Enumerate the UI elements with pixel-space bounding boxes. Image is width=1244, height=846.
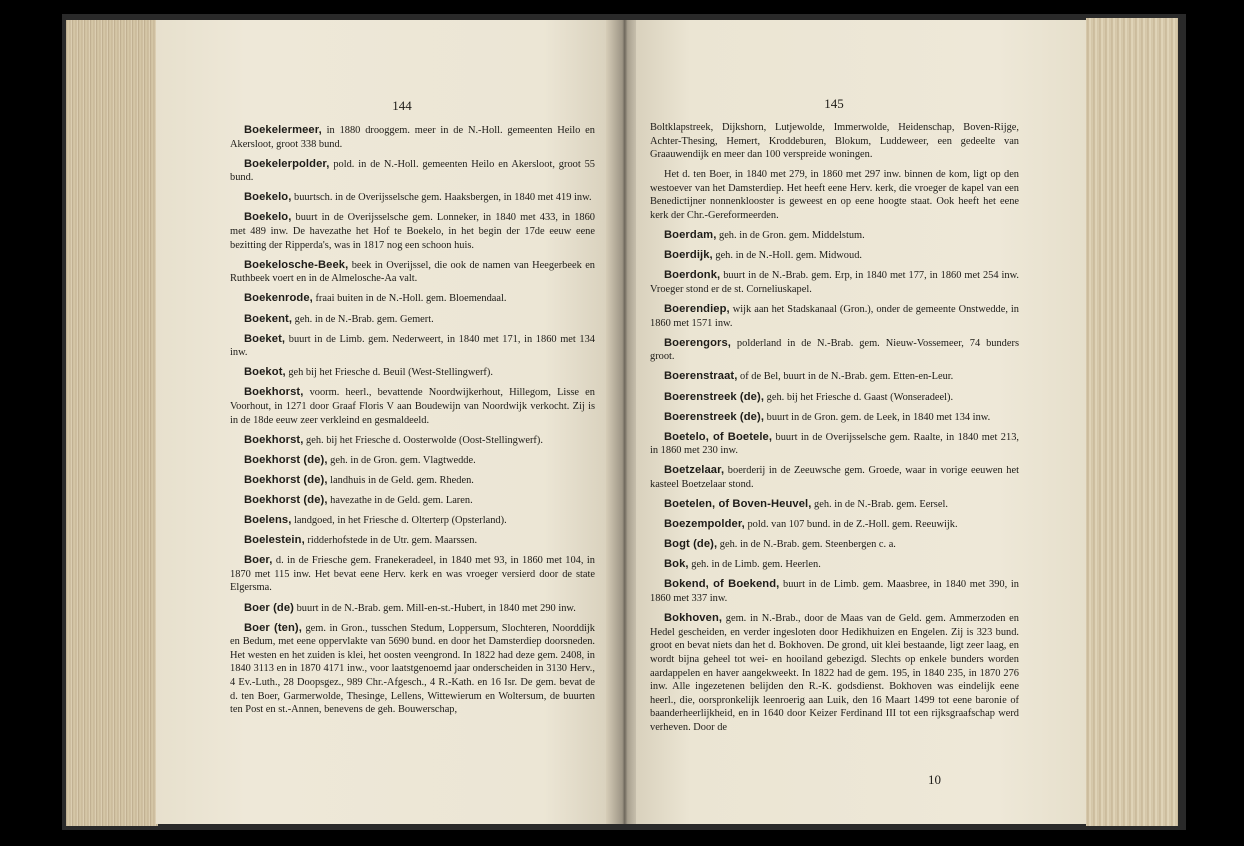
- dictionary-entry: [230, 191, 595, 205]
- entry-body: pold. van 107 bund. in de Z.-Holl. gem. Reeuwijk.: [744, 519, 958, 531]
- paragraph: Het d. ten Boer, in 1840 met 279, in 1860 met 297 inw. binnen de kom, ligt op den westoever van het Damsterdiep. Het heeft eene Herv. kerk, die vroeger de kapel van een Benedictijner nonnenklooster is geweest en op eene hoogte staat. Ook heeft het eene kerk der Chr.-Gereformeerden.: [650, 169, 1019, 222]
- entry-headword: Boekhorst,: [244, 433, 304, 446]
- dictionary-entry: [650, 337, 1019, 364]
- entry-headword: Boerdijk,: [664, 249, 713, 262]
- page-edges-right: [1086, 18, 1178, 826]
- entry-body: buurt in de Limb. gem. Maasbree, in 1840 met 390, in 1860 met 337 inw.: [650, 579, 1019, 605]
- entry-headword: Boekelermeer,: [244, 124, 322, 136]
- dictionary-entry: [230, 211, 595, 252]
- dictionary-entry: [650, 612, 1019, 734]
- entry-headword: Boetelo, of Boetele,: [664, 430, 773, 443]
- dictionary-entry: [230, 534, 595, 548]
- dictionary-entry: [650, 411, 1019, 425]
- entry-headword: Boerendiep,: [664, 303, 730, 316]
- entry-body: geh. in de N.-Holl. gem. Midwoud.: [712, 250, 862, 262]
- page-text: [230, 124, 595, 723]
- entry-headword: Boetelen, of Boven-Heuvel,: [664, 498, 812, 511]
- dictionary-entry: [650, 464, 1019, 491]
- entry-body: landhuis in de Geld. gem. Rheden.: [327, 474, 474, 486]
- entry-body: buurt in de Overijsselsche gem. Raalte, in 1840 met 213, in 1860 met 230 inw.: [650, 431, 1019, 457]
- left-page: [156, 20, 612, 824]
- entry-headword: Boekelerpolder,: [244, 157, 330, 170]
- dictionary-entry: [230, 313, 595, 327]
- entry-headword: Boezempolder,: [664, 518, 745, 531]
- entry-headword: Boerdonk,: [664, 269, 721, 282]
- entry-body: landgoed, in het Friesche d. Olterterp (Opsterland).: [291, 515, 507, 527]
- entry-headword: Boer (de): [244, 601, 295, 614]
- dictionary-entry: [230, 333, 595, 360]
- dictionary-entry: [230, 622, 595, 717]
- entry-body: geh. in de N.-Brab. gem. Eersel.: [811, 499, 948, 511]
- entry-body: buurt in de N.-Brab. gem. Mill-en-st.-Hubert, in 1840 met 290 inw.: [294, 602, 576, 614]
- entry-body: geh. in de Gron. gem. Vlagtwedde.: [327, 454, 476, 466]
- page-number: 145: [824, 96, 844, 111]
- entry-headword: Boerdam,: [664, 229, 717, 242]
- entry-headword: Bokhoven,: [664, 612, 723, 625]
- dictionary-entry: [650, 229, 1019, 243]
- entry-body: buurt in de Overijsselsche gem. Lonneker, in 1840 met 433, in 1860 met 489 inw. De havezathe het Hof te Boekelo, in het begin der 17de eeuw eene bezitting der Ripperda's, was in 1817 nog een schoon huis.: [230, 212, 595, 251]
- entry-headword: Boekelosche-Beek,: [244, 258, 349, 271]
- dictionary-entry: [650, 391, 1019, 405]
- entry-headword: Boekelo,: [244, 191, 292, 204]
- dictionary-entry: [650, 370, 1019, 384]
- entry-body: ridderhofstede in de Utr. gem. Maarssen.: [304, 535, 478, 547]
- entry-body: havezathe in de Geld. gem. Laren.: [327, 494, 473, 506]
- dictionary-entry: [230, 494, 595, 508]
- dictionary-entry: [650, 431, 1019, 458]
- entry-body: in 1880 drooggem. meer in de N.-Holl. gemeenten Heilo en Akersloot, groot 338 bund.: [230, 125, 595, 150]
- entry-body: wijk aan het Stadskanaal (Gron.), onder de gemeente Onstwedde, in 1860 met 1571 inw.: [650, 304, 1019, 329]
- entry-headword: Boer,: [244, 554, 273, 567]
- dictionary-entry: [230, 602, 595, 616]
- entry-body: gem. in N.-Brab., door de Maas van de Geld. gem. Ammerzoden en Hedel gescheiden, en verder ingesloten door Hedikhuizen en Engelen. Zij is 323 bund. groot en bevat niets dan het d. Bokhoven. De grond, uit klei bestaande, ligt zeer laag, en wordt bijna geheel tot wei- en hooiland gebezigd. Slechts op enkele bunders worden aardappelen en haver aangekweekt. In 1822 had de gem. 195, in 1840 235, in 1870 276 inw. Alle ingezetenen belijden den R.-K. godsdienst. Bokhoven was eindelijk eene heerl., die, oorspronkelijk leenroerig aan Luik, den 16 Maart 1499 tot eene baronie of baanderheerlijkheid, en in 1640 door Keizer Ferdinand III tot een rijksgraafschap werd verheven. Door de: [650, 613, 1019, 733]
- entry-body: geh bij het Friesche d. Beuil (West-Stellingwerf).: [285, 367, 493, 379]
- dictionary-entry: [650, 303, 1019, 330]
- dictionary-entry: [650, 538, 1019, 552]
- entry-body: geh. in de Limb. gem. Heerlen.: [688, 559, 821, 571]
- entry-headword: Boerengors,: [664, 336, 731, 349]
- entry-body: pold. in de N.-Holl. gemeenten Heilo en Akersloot, groot 55 bund.: [230, 158, 595, 184]
- entry-headword: Boekhorst (de),: [244, 473, 328, 486]
- dictionary-entry: [230, 474, 595, 488]
- dictionary-entry: [650, 518, 1019, 532]
- page-edges-left: [66, 20, 158, 826]
- entry-headword: Boekhorst,: [244, 386, 304, 399]
- entry-headword: Boekelo,: [244, 211, 292, 224]
- entry-headword: Boekenrode,: [244, 292, 313, 305]
- right-page: [636, 20, 1086, 824]
- entry-headword: Boelestein,: [244, 534, 305, 547]
- entry-body: geh. in de N.-Brab. gem. Gemert.: [292, 313, 434, 325]
- entry-body: d. in de Friesche gem. Franekeradeel, in 1840 met 93, in 1860 met 104, in 1870 met 115 inw. Het bevat eene Herv. kerk en was vroeger versierd door de state Elgersma.: [230, 555, 595, 594]
- entry-body: gem. in Gron., tusschen Stedum, Loppersum, Slochteren, Noorddijk en Bedum, met eene oppervlakte van 5690 bund. en door het Damsterdiep doorsneden. Het westen en het zuiden is klei, het oosten veengrond. In 1822 had deze gem. 2408, in 1840 3113 en in 1870 4171 inw., voor laatstgenoemd jaar onderscheiden in 3130 Herv., 4 Ev.-Luth., 28 Doopsgez., 989 Chr.-Afgesch., 4 R.-Kath. en 16 Isr. De gem. bevat de d. ten Boer, Garmerwolde, Thesinge, Lellens, Wittewierum en Woltersum, de buurten ten Post en st.-Annen, benevens de geh. Bouwerschap,: [230, 622, 596, 716]
- dictionary-entry: [650, 249, 1019, 263]
- entry-body: geh. in de N.-Brab. gem. Steenbergen c. a.: [717, 539, 896, 551]
- entry-body: buurt in de Limb. gem. Nederweert, in 1840 met 171, in 1860 met 134 inw.: [230, 333, 595, 359]
- dictionary-entry: [230, 259, 595, 286]
- dictionary-entry: [230, 366, 595, 380]
- entry-body: polderland in de N.-Brab. gem. Nieuw-Vossemeer, 74 bunders groot.: [650, 337, 1019, 363]
- entry-body: buurt in de Gron. gem. de Leek, in 1840 met 134 inw.: [764, 411, 991, 423]
- entry-headword: Boelens,: [244, 514, 292, 527]
- page-number: 144: [392, 98, 412, 113]
- dictionary-entry: [230, 386, 595, 427]
- dictionary-entry: [230, 434, 595, 448]
- entry-body: geh. bij het Friesche d. Gaast (Wonseradeel).: [764, 391, 954, 403]
- dictionary-entry: [650, 498, 1019, 512]
- dictionary-entry: [230, 292, 595, 306]
- dictionary-entry: [650, 269, 1019, 296]
- entry-body: geh. bij het Friesche d. Oosterwolde (Oost-Stellingwerf).: [303, 434, 543, 446]
- dictionary-entry: [230, 454, 595, 468]
- entry-body: voorm. heerl., bevattende Noordwijkerhout, Hillegom, Lisse en Voorhout, in 1271 door Graaf Floris V aan Boudewijn van Noordwijk verkocht. Zij is in de 18de eeuw zeer verkleind en gesmaldeeld.: [230, 387, 595, 426]
- entry-body: buurtsch. in de Overijsselsche gem. Haaksbergen, in 1840 met 419 inw.: [291, 192, 592, 204]
- entry-body: buurt in de N.-Brab. gem. Erp, in 1840 met 177, in 1860 met 254 inw. Vroeger stond er de st. Corneliuskapel.: [650, 270, 1019, 295]
- signature-mark: 10: [928, 772, 941, 787]
- entry-body: beek in Overijssel, die ook de namen van Heegerbeek en Ruthbeek voert en in de Almelosche-Aa valt.: [230, 259, 595, 285]
- entry-body: geh. in de Gron. gem. Middelstum.: [716, 230, 865, 242]
- entry-body: fraai buiten in de N.-Holl. gem. Bloemendaal.: [312, 293, 507, 305]
- continued-paragraph: Boltklapstreek, Dijkshorn, Lutjewolde, Immerwolde, Heidenschap, Boven-Rijge, Achter-Thesing, Hemert, Kroddeburen, Blokum, Luddeweer, een gedeelte van Graauwendijk en meer dan 100 verspreide woningen.: [650, 122, 1019, 161]
- entry-headword: Bokend, of Boekend,: [664, 578, 780, 591]
- entry-body: boerderij in de Zeeuwsche gem. Groede, waar in vorige eeuwen het kasteel Boetzelaar stond.: [650, 465, 1019, 490]
- entry-headword: Boekhorst (de),: [244, 453, 328, 466]
- dictionary-entry: [650, 558, 1019, 572]
- entry-headword: Bok,: [664, 558, 689, 571]
- dictionary-entry: [650, 578, 1019, 605]
- dictionary-entry: [230, 158, 595, 185]
- entry-headword: Boerenstreek (de),: [664, 410, 765, 423]
- entry-headword: Boer (ten),: [244, 621, 302, 634]
- entry-headword: Boetzelaar,: [664, 464, 725, 477]
- page-text: [650, 121, 1019, 741]
- dictionary-entry: [230, 514, 595, 528]
- entry-body: of de Bel, buurt in de N.-Brab. gem. Etten-en-Leur.: [737, 371, 954, 383]
- entry-headword: Boekhorst (de),: [244, 493, 328, 506]
- entry-headword: Boerenstreek (de),: [664, 390, 765, 403]
- dictionary-entry: [230, 554, 595, 595]
- entry-headword: Boerenstraat,: [664, 370, 738, 383]
- dictionary-entry: [230, 124, 595, 151]
- entry-headword: Boeket,: [244, 332, 286, 345]
- entry-headword: Boekot,: [244, 366, 286, 379]
- entry-headword: Bogt (de),: [664, 538, 718, 551]
- entry-headword: Boekent,: [244, 312, 293, 325]
